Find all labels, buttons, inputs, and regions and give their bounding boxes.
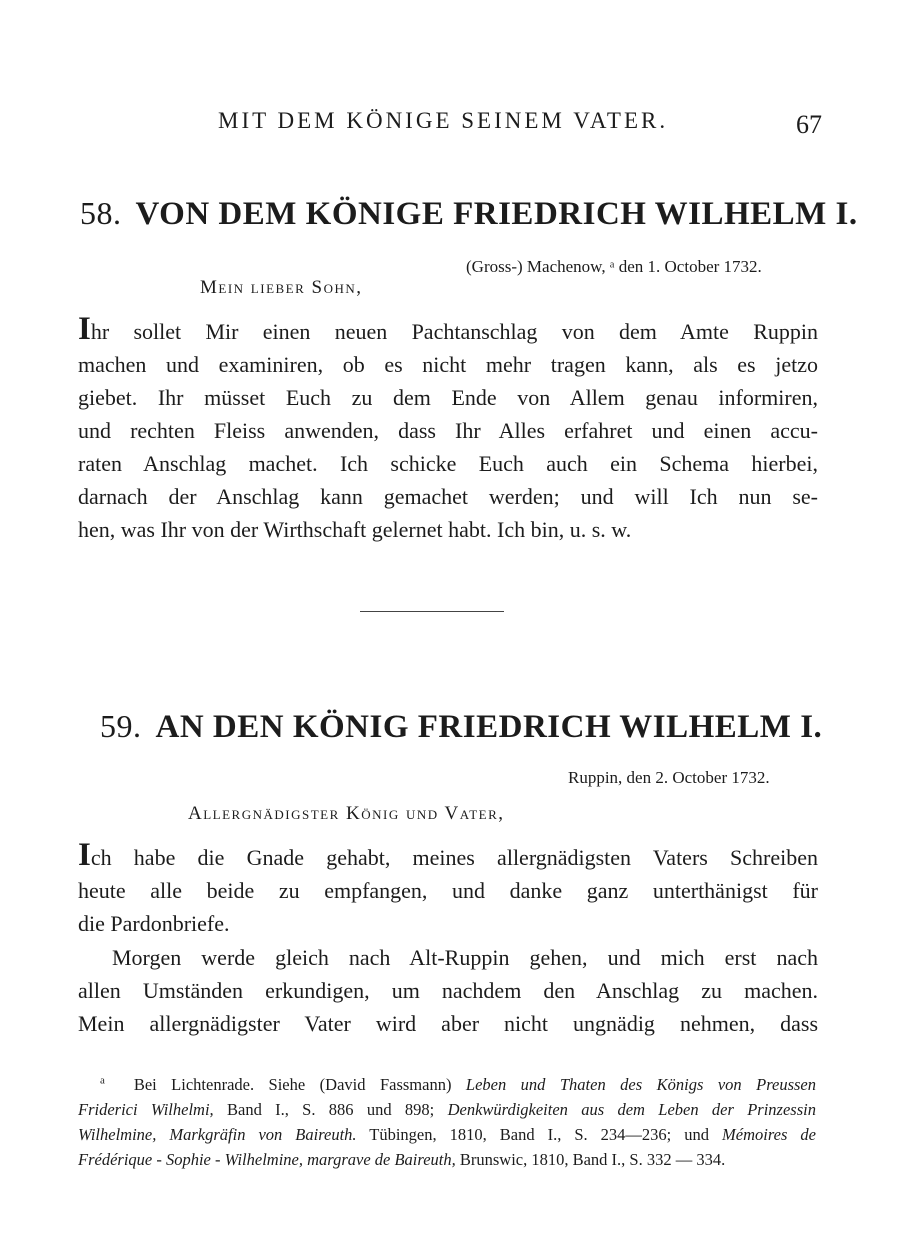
page-number: 67 xyxy=(796,110,822,139)
letter-59-line: die Pardonbriefe. xyxy=(78,911,230,936)
letter-59-line: Morgen werde gleich nach Alt-Ruppin gehen, und mich erst nach xyxy=(112,945,818,970)
letter-58-line: raten Anschlag machet. Ich schicke Euch auch ein Schema hierbei, xyxy=(78,451,818,476)
letter-58-dateline: (Gross-) Machenow, ᵃ den 1. October 1732. xyxy=(466,257,762,276)
letter-59-dateline: Ruppin, den 2. October 1732. xyxy=(568,768,770,787)
running-head xyxy=(0,108,900,138)
footnote-marker: a xyxy=(100,1074,105,1087)
letter-58-line: machen und examiniren, ob es nicht mehr tragen kann, als es jetzo xyxy=(78,352,818,377)
letter-59-title: AN DEN KÖNIG FRIEDRICH WILHELM I. xyxy=(155,709,823,745)
letter-59-line: Mein allergnädigster Vater wird aber nicht ungnädig nehmen, dass xyxy=(78,1011,818,1036)
letter-58-line: giebet. Ihr müsset Euch zu dem Ende von Allem genau informiren, xyxy=(78,385,818,410)
letter-59-line: Ich habe die Gnade gehabt, meines allergnädigsten Vaters Schreiben xyxy=(78,837,818,873)
letter-58-heading xyxy=(80,195,858,233)
letter-59-heading xyxy=(100,708,822,746)
footnote-line: Wilhelmine, Markgräfin von Baireuth. Tübingen, 1810, Band I., S. 234—236; und Mémoires de xyxy=(78,1125,816,1144)
letter-59-number: 59. xyxy=(100,708,142,744)
footnote-line: Frédérique - Sophie - Wilhelmine, margrave de Baireuth, Brunswic, 1810, Band I., S. 332 — 334. xyxy=(78,1150,726,1169)
letter-59-salutation: Allergnädigster König und Vater, xyxy=(188,803,505,824)
letter-59-initial: I xyxy=(78,837,91,873)
section-divider xyxy=(360,611,504,612)
letter-58-line: und rechten Fleiss anwenden, dass Ihr Alles erfahret und einen accu- xyxy=(78,418,818,443)
running-title: MIT DEM KÖNIGE SEINEM VATER. xyxy=(218,108,669,133)
letter-58-number: 58. xyxy=(80,195,122,231)
letter-58-line: hen, was Ihr von der Wirthschaft gelernet habt. Ich bin, u. s. w. xyxy=(78,517,632,542)
letter-58-title: VON DEM KÖNIGE FRIEDRICH WILHELM I. xyxy=(135,196,858,232)
letter-58-initial: I xyxy=(78,311,91,347)
letter-59-line: heute alle beide zu empfangen, und danke ganz unterthänigst für xyxy=(78,878,818,903)
letter-58-line: darnach der Anschlag kann gemachet werden; und will Ich nun se- xyxy=(78,484,818,509)
letter-59-line: allen Umständen erkundigen, um nachdem den Anschlag zu machen. xyxy=(78,978,818,1003)
letter-58-line: Ihr sollet Mir einen neuen Pachtanschlag von dem Amte Ruppin xyxy=(78,311,818,347)
footnote-line: Friderici Wilhelmi, Band I., S. 886 und 898; Denkwürdigkeiten aus dem Leben der Prinzessin xyxy=(78,1100,816,1119)
footnote-line: $^a$ Bei Lichtenrade. Siehe (David Fassmann) Leben und Thaten des Königs von Preussen xyxy=(100,1074,816,1094)
letter-58-salutation: Mein lieber Sohn, xyxy=(200,277,363,298)
